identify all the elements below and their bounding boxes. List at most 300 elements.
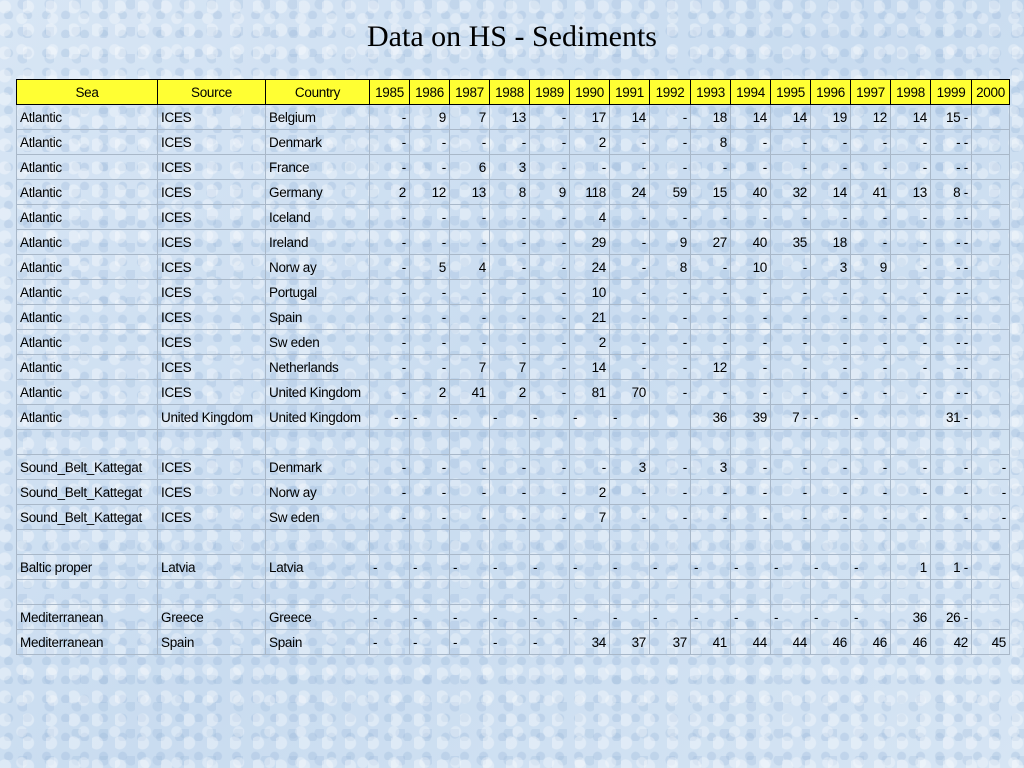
table-cell: - <box>691 605 731 630</box>
table-cell: 3 <box>610 455 650 480</box>
table-cell <box>266 580 370 605</box>
table-cell: - <box>530 380 570 405</box>
table-cell: - <box>410 505 450 530</box>
table-cell <box>530 430 570 455</box>
table-cell: - <box>650 505 691 530</box>
table-cell: - <box>610 155 650 180</box>
table-cell: - <box>530 405 570 430</box>
table-cell: - <box>811 555 851 580</box>
table-cell <box>570 530 610 555</box>
table-cell: - <box>410 355 450 380</box>
table-cell <box>731 530 771 555</box>
table-cell: - <box>450 130 490 155</box>
table-cell: 14 <box>891 105 931 130</box>
table-cell: 7 <box>570 505 610 530</box>
table-cell: - <box>450 455 490 480</box>
table-cell: 1 <box>891 555 931 580</box>
table-cell: 19 <box>811 105 851 130</box>
table-row <box>17 355 1010 380</box>
table-cell <box>851 430 891 455</box>
column-header: 1998 <box>891 80 931 105</box>
table-cell: Ireland <box>266 230 370 255</box>
table-cell <box>530 580 570 605</box>
table-cell: - <box>570 405 610 430</box>
table-row <box>17 155 1010 180</box>
table-cell: - <box>771 305 811 330</box>
table-cell: - <box>530 605 570 630</box>
table-cell: - <box>410 155 450 180</box>
data-table <box>16 79 1010 655</box>
table-cell: - <box>530 255 570 280</box>
table-cell: - <box>691 305 731 330</box>
table-cell <box>158 430 266 455</box>
table-cell <box>972 180 1010 205</box>
table-cell: - <box>370 555 410 580</box>
table-cell: Baltic proper <box>17 555 158 580</box>
table-cell: - <box>851 455 891 480</box>
table-cell: - <box>891 130 931 155</box>
table-cell: Spain <box>158 630 266 655</box>
table-cell: 8 <box>691 130 731 155</box>
table-cell: - - <box>931 155 972 180</box>
table-cell: 13 <box>490 105 530 130</box>
table-cell: - <box>370 230 410 255</box>
table-cell: - <box>450 280 490 305</box>
table-cell: 24 <box>610 180 650 205</box>
table-cell: Spain <box>266 630 370 655</box>
table-cell: - <box>731 380 771 405</box>
table-cell: ICES <box>158 455 266 480</box>
column-header: 1997 <box>851 80 891 105</box>
table-cell: ICES <box>158 505 266 530</box>
table-row <box>17 230 1010 255</box>
table-cell: - <box>771 130 811 155</box>
table-cell: - <box>610 280 650 305</box>
table-cell: - <box>650 605 691 630</box>
table-row <box>17 255 1010 280</box>
table-cell: Sound_Belt_Kattegat <box>17 455 158 480</box>
table-cell: 14 <box>811 180 851 205</box>
table-cell <box>450 430 490 455</box>
table-cell: - <box>370 305 410 330</box>
table-cell: Greece <box>158 605 266 630</box>
column-header: Source <box>158 80 266 105</box>
table-cell: - <box>771 455 811 480</box>
table-cell: - <box>450 405 490 430</box>
table-row <box>17 330 1010 355</box>
table-cell: Belgium <box>266 105 370 130</box>
table-cell <box>972 230 1010 255</box>
table-cell <box>410 580 450 605</box>
table-cell: Atlantic <box>17 180 158 205</box>
table-cell <box>972 155 1010 180</box>
table-cell <box>972 580 1010 605</box>
table-cell <box>570 430 610 455</box>
table-cell: - <box>650 305 691 330</box>
table-cell: - <box>450 605 490 630</box>
table-cell: Atlantic <box>17 230 158 255</box>
table-cell: - <box>731 205 771 230</box>
table-cell: Atlantic <box>17 205 158 230</box>
table-cell: France <box>266 155 370 180</box>
table-cell: - <box>610 255 650 280</box>
table-cell <box>931 430 972 455</box>
table-cell: - <box>891 355 931 380</box>
table-cell: 9 <box>851 255 891 280</box>
table-cell: Atlantic <box>17 155 158 180</box>
table-cell: - <box>370 480 410 505</box>
table-cell: - <box>530 330 570 355</box>
table-cell: - - <box>931 130 972 155</box>
column-header: 1999 <box>931 80 972 105</box>
table-cell: 5 <box>410 255 450 280</box>
table-cell: - <box>851 305 891 330</box>
table-cell: - <box>891 280 931 305</box>
table-cell: - <box>610 405 650 430</box>
table-cell: Spain <box>266 305 370 330</box>
table-cell: - <box>370 505 410 530</box>
table-cell: - <box>370 605 410 630</box>
table-cell: - <box>450 205 490 230</box>
table-cell: Sound_Belt_Kattegat <box>17 480 158 505</box>
table-cell <box>731 580 771 605</box>
spacer-row <box>17 580 1010 605</box>
table-cell <box>610 530 650 555</box>
table-cell: 14 <box>610 105 650 130</box>
table-cell: 44 <box>731 630 771 655</box>
table-cell <box>370 430 410 455</box>
table-cell: 39 <box>731 405 771 430</box>
table-cell: - <box>771 505 811 530</box>
table-cell: - <box>570 555 610 580</box>
table-cell: - <box>370 455 410 480</box>
table-cell <box>891 580 931 605</box>
table-cell: - <box>410 280 450 305</box>
table-cell: - <box>851 480 891 505</box>
table-cell: 12 <box>851 105 891 130</box>
table-cell: - <box>771 605 811 630</box>
table-cell: - <box>851 205 891 230</box>
table-cell: - <box>811 155 851 180</box>
table-cell <box>972 305 1010 330</box>
table-row <box>17 105 1010 130</box>
table-cell: 10 <box>570 280 610 305</box>
table-cell: Atlantic <box>17 255 158 280</box>
table-cell: - - <box>931 380 972 405</box>
table-cell: - <box>610 480 650 505</box>
table-cell: - <box>410 330 450 355</box>
table-cell: - <box>851 155 891 180</box>
column-header: 2000 <box>972 80 1010 105</box>
table-cell: Denmark <box>266 455 370 480</box>
table-row <box>17 305 1010 330</box>
table-cell: - <box>490 405 530 430</box>
table-cell: - <box>851 405 891 430</box>
table-cell: 118 <box>570 180 610 205</box>
table-cell <box>851 530 891 555</box>
table-cell: Atlantic <box>17 280 158 305</box>
table-cell: ICES <box>158 130 266 155</box>
table-cell: - <box>530 130 570 155</box>
table-cell: - <box>691 280 731 305</box>
table-cell <box>610 430 650 455</box>
table-cell: - <box>490 230 530 255</box>
table-cell: - <box>370 355 410 380</box>
table-cell <box>530 530 570 555</box>
table-cell: 42 <box>931 630 972 655</box>
table-row <box>17 380 1010 405</box>
table-cell: 2 <box>570 330 610 355</box>
table-cell: - <box>370 130 410 155</box>
table-cell: United Kingdom <box>266 405 370 430</box>
table-cell: - <box>851 505 891 530</box>
table-cell: 41 <box>851 180 891 205</box>
table-cell: Atlantic <box>17 405 158 430</box>
table-cell: - <box>530 230 570 255</box>
table-cell: Atlantic <box>17 380 158 405</box>
table-cell: - <box>771 280 811 305</box>
header-row <box>17 80 1010 105</box>
table-cell: - <box>811 380 851 405</box>
table-cell: 21 <box>570 305 610 330</box>
table-cell: - <box>771 380 811 405</box>
table-cell: - <box>851 330 891 355</box>
table-cell: - <box>610 305 650 330</box>
table-cell: - <box>650 155 691 180</box>
table-cell: 9 <box>530 180 570 205</box>
table-body <box>17 105 1010 655</box>
table-cell: 17 <box>570 105 610 130</box>
table-cell: 7 <box>450 355 490 380</box>
table-cell: - - <box>931 305 972 330</box>
table-cell: - - <box>931 255 972 280</box>
table-cell: 26 - <box>931 605 972 630</box>
table-cell: - <box>891 305 931 330</box>
table-cell: 32 <box>771 180 811 205</box>
table-cell: 24 <box>570 255 610 280</box>
table-cell <box>490 430 530 455</box>
table-cell: - <box>972 455 1010 480</box>
table-row <box>17 205 1010 230</box>
table-cell: - <box>731 155 771 180</box>
table-cell: - <box>771 355 811 380</box>
table-cell: 37 <box>610 630 650 655</box>
table-cell: - <box>490 605 530 630</box>
table-cell <box>891 530 931 555</box>
table-cell: 1 - <box>931 555 972 580</box>
table-cell: United Kingdom <box>158 405 266 430</box>
table-cell <box>972 555 1010 580</box>
table-cell <box>811 430 851 455</box>
table-cell <box>771 430 811 455</box>
table-cell: - <box>530 455 570 480</box>
table-row <box>17 405 1010 430</box>
table-cell: - <box>891 155 931 180</box>
table-cell: 7 <box>490 355 530 380</box>
table-cell: - <box>370 255 410 280</box>
table-cell: - <box>891 255 931 280</box>
table-row <box>17 280 1010 305</box>
table-cell: - - <box>931 280 972 305</box>
table-cell: 8 <box>650 255 691 280</box>
table-cell: - <box>570 455 610 480</box>
table-cell: - <box>731 480 771 505</box>
table-cell: - <box>650 130 691 155</box>
table-row <box>17 130 1010 155</box>
table-cell: - <box>891 505 931 530</box>
table-cell: - - <box>931 355 972 380</box>
table-cell: - <box>891 480 931 505</box>
table-cell <box>691 580 731 605</box>
table-cell: - <box>370 205 410 230</box>
table-cell: - <box>731 555 771 580</box>
table-cell: - <box>811 280 851 305</box>
table-cell: - <box>811 505 851 530</box>
table-cell: - <box>731 505 771 530</box>
table-cell: - <box>370 630 410 655</box>
table-cell: - <box>530 305 570 330</box>
table-cell: - <box>490 205 530 230</box>
table-cell: - <box>450 505 490 530</box>
table-cell: ICES <box>158 230 266 255</box>
table-cell: - <box>370 280 410 305</box>
table-cell: - <box>450 330 490 355</box>
table-row <box>17 180 1010 205</box>
table-cell: 40 <box>731 180 771 205</box>
table-cell: 70 <box>610 380 650 405</box>
table-cell: - <box>610 330 650 355</box>
table-cell: - <box>370 155 410 180</box>
table-cell <box>570 580 610 605</box>
table-cell: - <box>650 355 691 380</box>
table-cell: - <box>691 205 731 230</box>
table-row <box>17 605 1010 630</box>
table-cell: - <box>410 205 450 230</box>
table-cell: - <box>811 305 851 330</box>
table-cell <box>490 530 530 555</box>
table-cell: - <box>410 605 450 630</box>
table-cell: Mediterranean <box>17 605 158 630</box>
table-row <box>17 630 1010 655</box>
table-cell: 9 <box>650 230 691 255</box>
column-header: 1992 <box>650 80 691 105</box>
table-cell: - <box>650 480 691 505</box>
table-cell: Atlantic <box>17 305 158 330</box>
column-header: Country <box>266 80 370 105</box>
table-cell: ICES <box>158 330 266 355</box>
column-header: Sea <box>17 80 158 105</box>
column-header: 1988 <box>490 80 530 105</box>
table-cell: - <box>731 280 771 305</box>
table-cell: ICES <box>158 205 266 230</box>
table-cell: - <box>650 280 691 305</box>
table-cell: - <box>490 280 530 305</box>
table-cell: - <box>891 330 931 355</box>
table-cell: 2 <box>370 180 410 205</box>
column-header: 1990 <box>570 80 610 105</box>
table-cell: - <box>370 330 410 355</box>
table-cell: - <box>691 380 731 405</box>
table-cell: - <box>931 480 972 505</box>
table-cell: 10 <box>731 255 771 280</box>
table-cell: Latvia <box>266 555 370 580</box>
table-cell: - <box>650 105 691 130</box>
table-cell: - <box>530 630 570 655</box>
table-cell: Portugal <box>266 280 370 305</box>
table-cell: - <box>851 230 891 255</box>
table-cell <box>17 530 158 555</box>
table-cell: - <box>731 605 771 630</box>
table-cell <box>410 430 450 455</box>
table-cell: - <box>610 555 650 580</box>
table-cell: - <box>610 505 650 530</box>
table-cell: - <box>450 555 490 580</box>
table-cell <box>972 355 1010 380</box>
table-cell: - <box>691 255 731 280</box>
table-cell: 14 <box>570 355 610 380</box>
table-cell: - <box>530 355 570 380</box>
table-cell <box>891 430 931 455</box>
table-cell <box>610 580 650 605</box>
table-cell: 2 <box>570 480 610 505</box>
table-cell <box>851 580 891 605</box>
table-cell: 41 <box>691 630 731 655</box>
table-cell: - <box>370 380 410 405</box>
table-cell: Mediterranean <box>17 630 158 655</box>
table-cell: 31 - <box>931 405 972 430</box>
table-cell: - <box>691 555 731 580</box>
table-cell <box>891 405 931 430</box>
table-cell: 2 <box>490 380 530 405</box>
table-cell: - <box>851 380 891 405</box>
table-cell: - <box>410 230 450 255</box>
table-cell: ICES <box>158 355 266 380</box>
table-cell <box>972 530 1010 555</box>
table-cell <box>972 330 1010 355</box>
table-cell: - <box>530 105 570 130</box>
table-cell: - - <box>931 330 972 355</box>
table-cell: - <box>811 330 851 355</box>
table-cell <box>972 405 1010 430</box>
table-cell: 36 <box>891 605 931 630</box>
table-cell: 81 <box>570 380 610 405</box>
table-cell: 44 <box>771 630 811 655</box>
table-cell: - <box>650 555 691 580</box>
table-cell: 12 <box>410 180 450 205</box>
table-cell: - <box>450 230 490 255</box>
table-cell: - <box>811 455 851 480</box>
table-cell <box>410 530 450 555</box>
table-cell: - - <box>931 205 972 230</box>
table-cell: - <box>490 330 530 355</box>
table-cell: 7 - <box>771 405 811 430</box>
page-title: Data on HS - Sediments <box>367 20 657 53</box>
table-cell: 40 <box>731 230 771 255</box>
table-cell: ICES <box>158 105 266 130</box>
table-cell: - <box>410 455 450 480</box>
column-header: 1993 <box>691 80 731 105</box>
table-cell: - <box>490 505 530 530</box>
table-cell <box>771 580 811 605</box>
table-cell: - <box>610 230 650 255</box>
spacer-row <box>17 530 1010 555</box>
table-cell: - <box>410 405 450 430</box>
table-cell: Latvia <box>158 555 266 580</box>
table-cell: 6 <box>450 155 490 180</box>
table-cell: ICES <box>158 255 266 280</box>
table-cell: Sw eden <box>266 330 370 355</box>
table-cell: - <box>650 205 691 230</box>
